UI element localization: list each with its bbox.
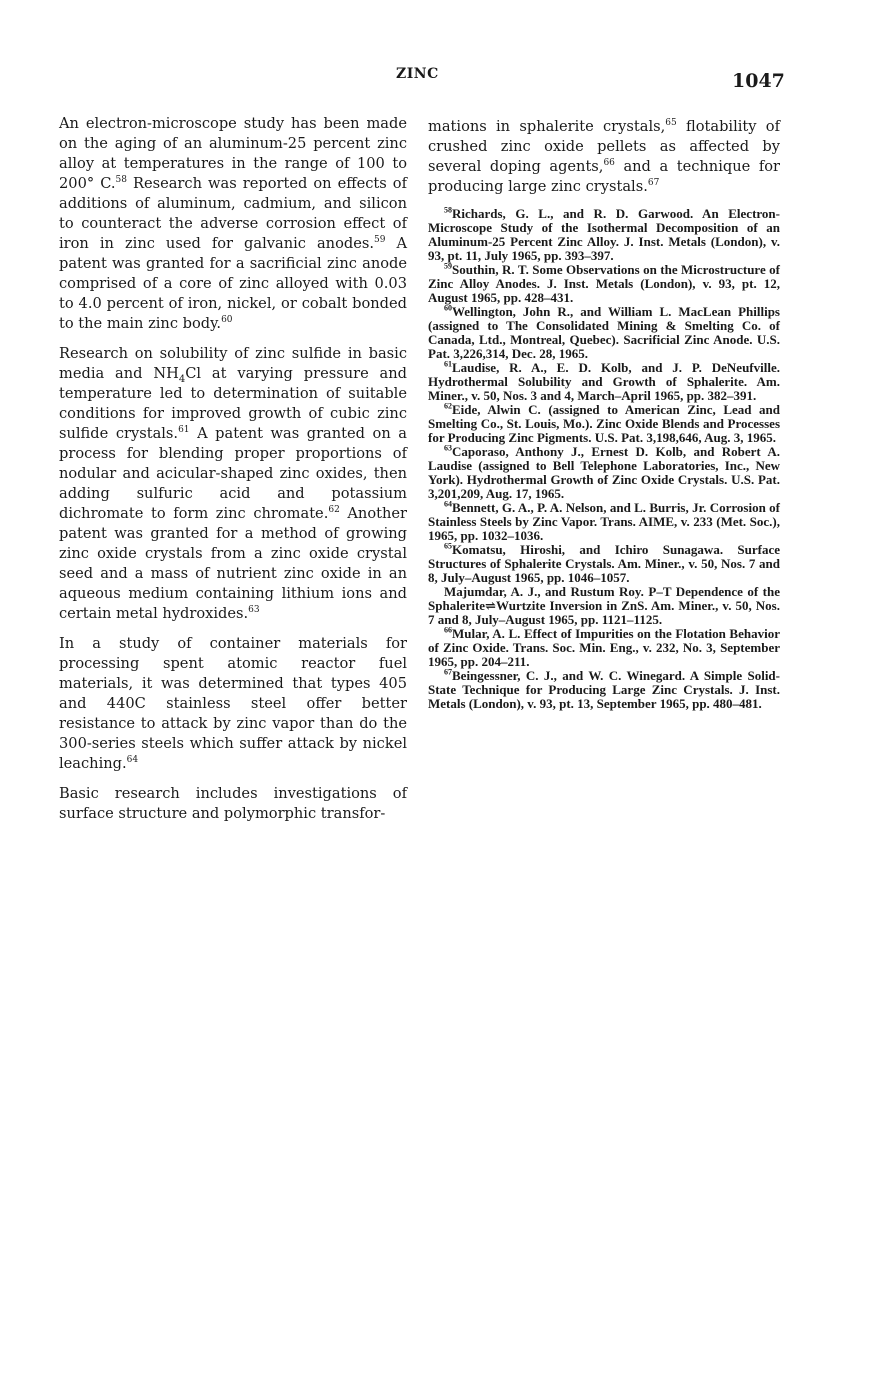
body-text: and a technique for producing large zinc crystals.	[428, 158, 780, 195]
footnote	[428, 361, 780, 403]
footnote-number: 64	[444, 499, 452, 509]
body-text: A patent was granted on a process for blending proper proportions of nodular and acicular-shaped zinc oxides, then adding sulfuric acid and potassium dichromate to form zinc chromate.	[59, 425, 407, 522]
footnote-text: Caporaso, Anthony J., Ernest D. Kolb, and Robert A. Laudise (assigned to Bell Telephone Laboratories, Inc., New York). Hydrothermal Growth of Zinc Oxide Crystals. U.S. Pat. 3,201,209, Aug. 17, 1965.	[428, 444, 780, 501]
footnotes	[428, 207, 780, 711]
paragraph-continued	[428, 117, 780, 197]
footnote-number: 60	[444, 303, 452, 313]
footnote-ref: 66	[603, 158, 615, 169]
footnote-ref: 67	[647, 178, 660, 189]
body-text: Research was reported on effects of additions of aluminum, cadmium, and silicon to counteract the adverse corrosion effect of iron in zinc used for galvanic anodes.	[59, 175, 407, 252]
footnote-text: Bennett, G. A., P. A. Nelson, and L. Burris, Jr. Corrosion of Stainless Steels by Zinc Vapor. Trans. AIME, v. 233 (Met. Soc.), 1965, pp. 1032–1036.	[428, 500, 780, 543]
footnote-ref: 64	[126, 755, 139, 766]
footnote	[428, 403, 780, 445]
body-text: Another patent was granted for a method of growing zinc oxide crystals from a zinc oxide crystal seed and a mass of nutrient zinc oxide in an aqueous medium containing lithium ions and certain metal hydroxides.	[59, 505, 407, 622]
paragraph-basic-research	[59, 784, 407, 824]
footnote-ref: 62	[328, 505, 340, 516]
footnote-number: 63	[444, 443, 452, 453]
footnote	[428, 627, 780, 669]
footnote	[428, 305, 780, 361]
footnote-number: 62	[444, 401, 452, 411]
footnote-text: Majumdar, A. J., and Rustum Roy. P–T Dependence of the Sphalerite⇌Wurtzite Inversion in ZnS. Am. Miner., v. 50, Nos. 7 and 8, July–August 1965, pp. 1121–1125.	[428, 584, 780, 627]
footnote	[428, 207, 780, 263]
footnote-text: Laudise, R. A., E. D. Kolb, and J. P. DeNeufville. Hydrothermal Solubility and Growth of Sphalerite. Am. Miner., v. 50, Nos. 3 and 4, March–April 1965, pp. 382–391.	[428, 360, 780, 403]
paragraph-zinc-sulfide	[59, 344, 407, 624]
paragraph-container-materials	[59, 634, 407, 774]
body-text: An electron-microscope study has been made on the aging of an aluminum-25 percent zinc alloy at temperatures in the range of 100 to 200° C.	[59, 115, 407, 192]
footnote-text: Beingessner, C. J., and W. C. Winegard. A Simple Solid-State Technique for Producing Large Zinc Crystals. J. Inst. Metals (London), v. 93, pt. 13, September 1965, pp. 480–481.	[428, 668, 780, 711]
paragraph-aging-study	[59, 114, 407, 334]
footnote-text: Mular, A. L. Effect of Impurities on the Flotation Behavior of Zinc Oxide. Trans. Soc. Min. Eng., v. 232, No. 3, September 1965, pp. 204–211.	[428, 626, 780, 669]
footnote	[428, 445, 780, 501]
footnote-ref: 65	[665, 118, 677, 129]
body-text: mations in sphalerite crystals,	[428, 118, 666, 135]
body-text: Cl at varying pressure and temperature led to determination of suitable conditions for improved growth of cubic zinc sulfide crystals.	[59, 365, 407, 442]
footnote-number: 59	[444, 261, 452, 271]
footnote-ref: 58	[115, 175, 127, 186]
footnote-text: Wellington, John R., and William L. MacLean Phillips (assigned to The Consolidated Mining & Smelting Co. of Canada, Ltd., Montreal, Quebec). Sacrificial Zinc Anode. U.S. Pat. 3,226,314, Dec. 28, 1965.	[428, 304, 780, 361]
footnote-ref: 63	[248, 605, 260, 616]
footnote	[428, 501, 780, 543]
footnote	[428, 543, 780, 585]
left-column	[59, 114, 407, 834]
footnote	[428, 669, 780, 711]
subscript: 4	[178, 373, 186, 385]
body-text: Research on solubility of zinc sulfide in basic media and NH	[59, 345, 407, 382]
running-title: ZINC	[396, 66, 439, 82]
footnote-text: Southin, R. T. Some Observations on the Microstructure of Zinc Alloy Anodes. J. Inst. Metals (London), v. 93, pt. 12, August 1965, pp. 428–431.	[428, 262, 780, 305]
footnote	[428, 263, 780, 305]
footnote-number: 61	[444, 359, 452, 369]
body-text: Basic research includes investigations of surface structure and polymorphic transfor-	[59, 785, 407, 822]
footnote-ref: 61	[178, 425, 190, 436]
footnote-text: Richards, G. L., and R. D. Garwood. An Electron-Microscope Study of the Isothermal Decomposition of an Aluminum-25 Percent Zinc Alloy. J. Inst. Metals (London), v. 93, pt. 11, July 1965, pp. 393–397.	[428, 206, 780, 263]
page-number: 1047	[732, 70, 785, 92]
footnote-text: Komatsu, Hiroshi, and Ichiro Sunagawa. Surface Structures of Sphalerite Crystals. Am. Miner., v. 50, Nos. 7 and 8, July–August 1965, pp. 1046–1057.	[428, 542, 780, 585]
footnote	[428, 585, 780, 627]
footnote-ref: 59	[373, 235, 386, 246]
footnote-number: 65	[444, 541, 452, 551]
footnote-text: Eide, Alwin C. (assigned to American Zinc, Lead and Smelting Co., St. Louis, Mo.). Zinc Oxide Blends and Processes for Producing Zinc Pigments. U.S. Pat. 3,198,646, Aug. 3, 1965.	[428, 402, 780, 445]
footnote-number: 58	[444, 205, 452, 215]
right-column	[428, 117, 780, 711]
body-text: A patent was granted for a sacrificial zinc anode comprised of a core of zinc alloyed with 0.03 to 4.0 percent of iron, nickel, or cobalt bonded to the main zinc body.	[59, 235, 407, 332]
footnote-ref: 60	[221, 315, 233, 326]
footnote-number: 67	[444, 667, 452, 677]
footnote-number: 66	[444, 625, 452, 635]
body-text: flotability of crushed zinc oxide pellets as affected by several doping agents,	[428, 118, 780, 175]
body-text: In a study of container materials for processing spent atomic reactor fuel materials, it was determined that types 405 and 440C stainless steel offer better resistance to attack by zinc vapor than do the 300-series steels which suffer attack by nickel leaching.	[59, 635, 407, 772]
